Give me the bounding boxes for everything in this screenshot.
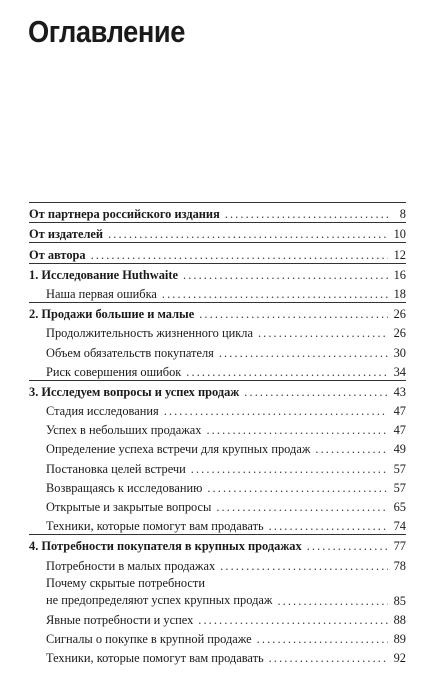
toc-chapter-entry[interactable] bbox=[29, 263, 406, 283]
toc-subentry[interactable] bbox=[29, 283, 406, 302]
toc-page-number: 16 bbox=[393, 267, 406, 282]
toc-entry-title: 3. Исследуем вопросы и успех продаж bbox=[29, 384, 240, 399]
toc-page-number: 85 bbox=[393, 593, 406, 608]
toc-entry-title: Сигналы о покупке в крупной продаже bbox=[46, 631, 252, 646]
toc-subentry[interactable] bbox=[29, 419, 406, 438]
toc-page-number: 34 bbox=[393, 364, 406, 379]
toc-page-number: 43 bbox=[393, 384, 406, 399]
toc-page-number: 18 bbox=[393, 286, 406, 301]
toc-page-number: 8 bbox=[399, 207, 406, 222]
toc-chapter-entry[interactable] bbox=[29, 380, 406, 400]
toc-page-number: 26 bbox=[393, 326, 406, 341]
dot-leader bbox=[108, 226, 388, 242]
toc-entry-title: От автора bbox=[29, 247, 86, 262]
toc-page-number: 65 bbox=[393, 500, 406, 514]
toc-entry-title: Продолжительность жизненного цикла bbox=[46, 326, 253, 341]
toc-entry-title: 1. Исследование Huthwaite bbox=[29, 267, 178, 282]
dot-leader bbox=[258, 325, 388, 341]
toc-chapter-entry[interactable] bbox=[29, 242, 406, 262]
toc-entry-title: Потребности в малых продажах bbox=[46, 558, 216, 573]
toc-entry-title: Возвращаясь к исследованию bbox=[46, 480, 203, 495]
toc-entry-title: Наша первая ошибка bbox=[46, 286, 157, 301]
toc-page-number: 26 bbox=[393, 307, 406, 322]
dot-leader bbox=[216, 499, 388, 515]
toc-entry-title: Объем обязательств покупателя bbox=[46, 345, 214, 360]
toc-subentry[interactable] bbox=[29, 647, 406, 666]
dot-leader bbox=[186, 364, 388, 380]
toc-entry-title: Техники, которые помогут вам продавать bbox=[46, 519, 264, 534]
dot-leader bbox=[164, 403, 388, 419]
toc-subentry[interactable] bbox=[29, 341, 406, 360]
toc-subentry[interactable] bbox=[29, 496, 406, 515]
toc-entry-title: Постановка целей встречи bbox=[46, 461, 186, 476]
dot-leader bbox=[269, 650, 388, 666]
toc-subentry[interactable] bbox=[29, 457, 406, 476]
toc-page-number: 47 bbox=[393, 423, 406, 438]
toc-page-number: 47 bbox=[393, 404, 406, 419]
toc-chapter-entry[interactable] bbox=[29, 203, 406, 222]
toc-page-number: 89 bbox=[393, 631, 406, 646]
toc-entry-title: Риск совершения ошибок bbox=[46, 364, 182, 379]
dot-leader bbox=[244, 384, 388, 400]
toc-entry-title: Успех в небольших продажах bbox=[46, 423, 202, 438]
page-title: Оглавление bbox=[28, 14, 185, 49]
toc-chapter-entry[interactable] bbox=[29, 534, 406, 554]
toc-page-number: 78 bbox=[393, 558, 406, 573]
toc-page-number: 74 bbox=[393, 519, 406, 534]
toc-chapter-entry[interactable] bbox=[29, 302, 406, 322]
dot-leader bbox=[225, 206, 388, 222]
dot-leader bbox=[183, 267, 388, 283]
toc-chapter-entry[interactable] bbox=[29, 222, 406, 242]
toc-entry-title-line2: не предопределяют успех крупных продаж bbox=[46, 592, 273, 607]
dot-leader bbox=[207, 480, 388, 496]
toc-page-number: 49 bbox=[393, 442, 406, 457]
dot-leader bbox=[199, 306, 388, 322]
toc-entry-title: От издателей bbox=[29, 227, 104, 242]
dot-leader bbox=[91, 247, 388, 263]
toc-page-number: 57 bbox=[393, 461, 406, 476]
toc-subentry[interactable] bbox=[29, 400, 406, 419]
dot-leader bbox=[257, 631, 388, 647]
toc-page-number: 30 bbox=[393, 345, 406, 360]
toc-entry-title: 2. Продажи большие и малые bbox=[29, 307, 195, 322]
toc-subentry[interactable] bbox=[29, 477, 406, 496]
toc-page-number: 92 bbox=[393, 651, 406, 666]
toc-subentry[interactable] bbox=[29, 574, 406, 609]
toc-subentry[interactable] bbox=[29, 438, 406, 457]
toc-subentry[interactable] bbox=[29, 322, 406, 341]
toc-entry-title: Открытые и закрытые вопросы bbox=[46, 500, 212, 514]
dot-leader bbox=[269, 518, 388, 534]
toc-entry-title bbox=[46, 575, 272, 609]
dot-leader bbox=[307, 538, 388, 554]
dot-leader bbox=[220, 558, 388, 574]
toc-page-number: 10 bbox=[393, 227, 406, 242]
toc-entry-title-line1: Почему скрытые потребности bbox=[46, 575, 205, 590]
toc-subentry[interactable] bbox=[29, 628, 406, 647]
toc-page-number: 57 bbox=[393, 480, 406, 495]
toc-subentry[interactable] bbox=[29, 609, 406, 628]
dot-leader bbox=[219, 345, 388, 361]
toc-page-number: 77 bbox=[393, 539, 406, 554]
toc-subentry[interactable] bbox=[29, 554, 406, 573]
dot-leader bbox=[277, 593, 388, 609]
dot-leader bbox=[206, 422, 388, 438]
toc-subentry[interactable] bbox=[29, 515, 406, 534]
toc-entry-title: От партнера российского издания bbox=[29, 207, 220, 222]
dot-leader bbox=[315, 441, 388, 457]
toc-entry-title: Стадия исследования bbox=[46, 404, 159, 419]
dot-leader bbox=[198, 612, 388, 628]
toc-entry-title: Явные потребности и успех bbox=[46, 612, 194, 627]
toc-entry-title: Определение успеха встречи для крупных продаж bbox=[46, 442, 311, 457]
toc-entry-title: Техники, которые помогут вам продавать bbox=[46, 651, 264, 666]
toc-page-number: 88 bbox=[393, 612, 406, 627]
toc-entry-title: 4. Потребности покупателя в крупных продажах bbox=[29, 539, 302, 554]
dot-leader bbox=[162, 286, 388, 302]
toc-subentry[interactable] bbox=[29, 361, 406, 380]
dot-leader bbox=[191, 461, 388, 477]
toc-page-number: 12 bbox=[393, 247, 406, 262]
table-of-contents bbox=[29, 202, 406, 666]
